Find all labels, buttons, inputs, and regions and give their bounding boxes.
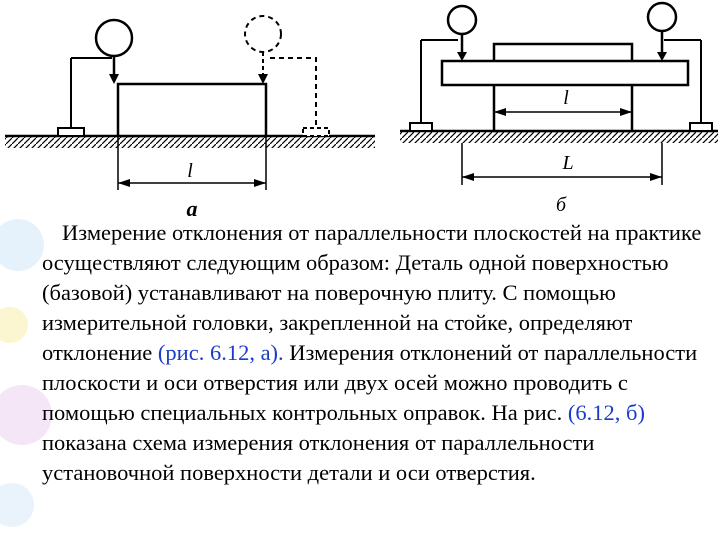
stand-base-dashed-a [303, 128, 329, 136]
surface-plate-a [5, 136, 375, 148]
workpiece-a [118, 84, 266, 136]
dimension-label-l-b: l [563, 87, 569, 109]
measurement-diagram [0, 0, 720, 220]
watermark-shape [0, 219, 44, 271]
diagram-b [400, 3, 718, 216]
indicator-tip-dashed-a [258, 74, 268, 84]
stand-base-b-right [690, 123, 712, 131]
dimension-label-l-a: l [187, 160, 193, 182]
dial-indicator-dashed-a [245, 16, 281, 52]
dimension-arrow [254, 179, 266, 187]
figure-label-a: а [186, 196, 198, 220]
dial-indicator-b-left [448, 6, 476, 34]
caption-part-1: Измерение отклонения от параллельности плоскостей на практике осуществляют следующим образом: Деталь одной поверхностью (базовой) устанавливают на поверочную плиту. С помощью измерительной головки, закрепленной на стойке, определяют отклонение [42, 220, 702, 365]
indicator-tip-a [109, 74, 119, 84]
stand-dashed-a [270, 58, 316, 128]
dimension-arrow [118, 179, 130, 187]
indicator-tip-b-right [657, 52, 667, 61]
watermark-shape [0, 483, 34, 527]
dial-indicator-b-right [648, 3, 676, 31]
dimension-arrow [650, 173, 662, 181]
control-mandrel [442, 61, 688, 85]
description-text [42, 218, 702, 488]
indicator-tip-b-left [457, 52, 467, 61]
figure-reference-b: (6.12, б) [567, 400, 645, 425]
caption-part-2: Измерения отклонений от параллельности плоскости и оси отверстия или двух осей можно проводить с помощью специальных контрольных оправок. На рис. [42, 340, 698, 425]
dimension-label-L: L [562, 152, 574, 174]
stand-base-a [58, 128, 84, 136]
diagram-a [5, 16, 375, 220]
dimension-arrow [462, 173, 474, 181]
stand-base-b-left [410, 123, 432, 131]
figure-label-b: б [555, 194, 567, 216]
caption-part-3: показана схема измерения отклонения от параллельности установочной поверхности детали и оси отверстия. [42, 430, 595, 485]
dial-indicator-a [96, 20, 132, 56]
figure-reference-a: (рис. 6.12, а). [157, 340, 284, 365]
watermark-shape [0, 307, 28, 343]
surface-plate-b [400, 131, 718, 143]
